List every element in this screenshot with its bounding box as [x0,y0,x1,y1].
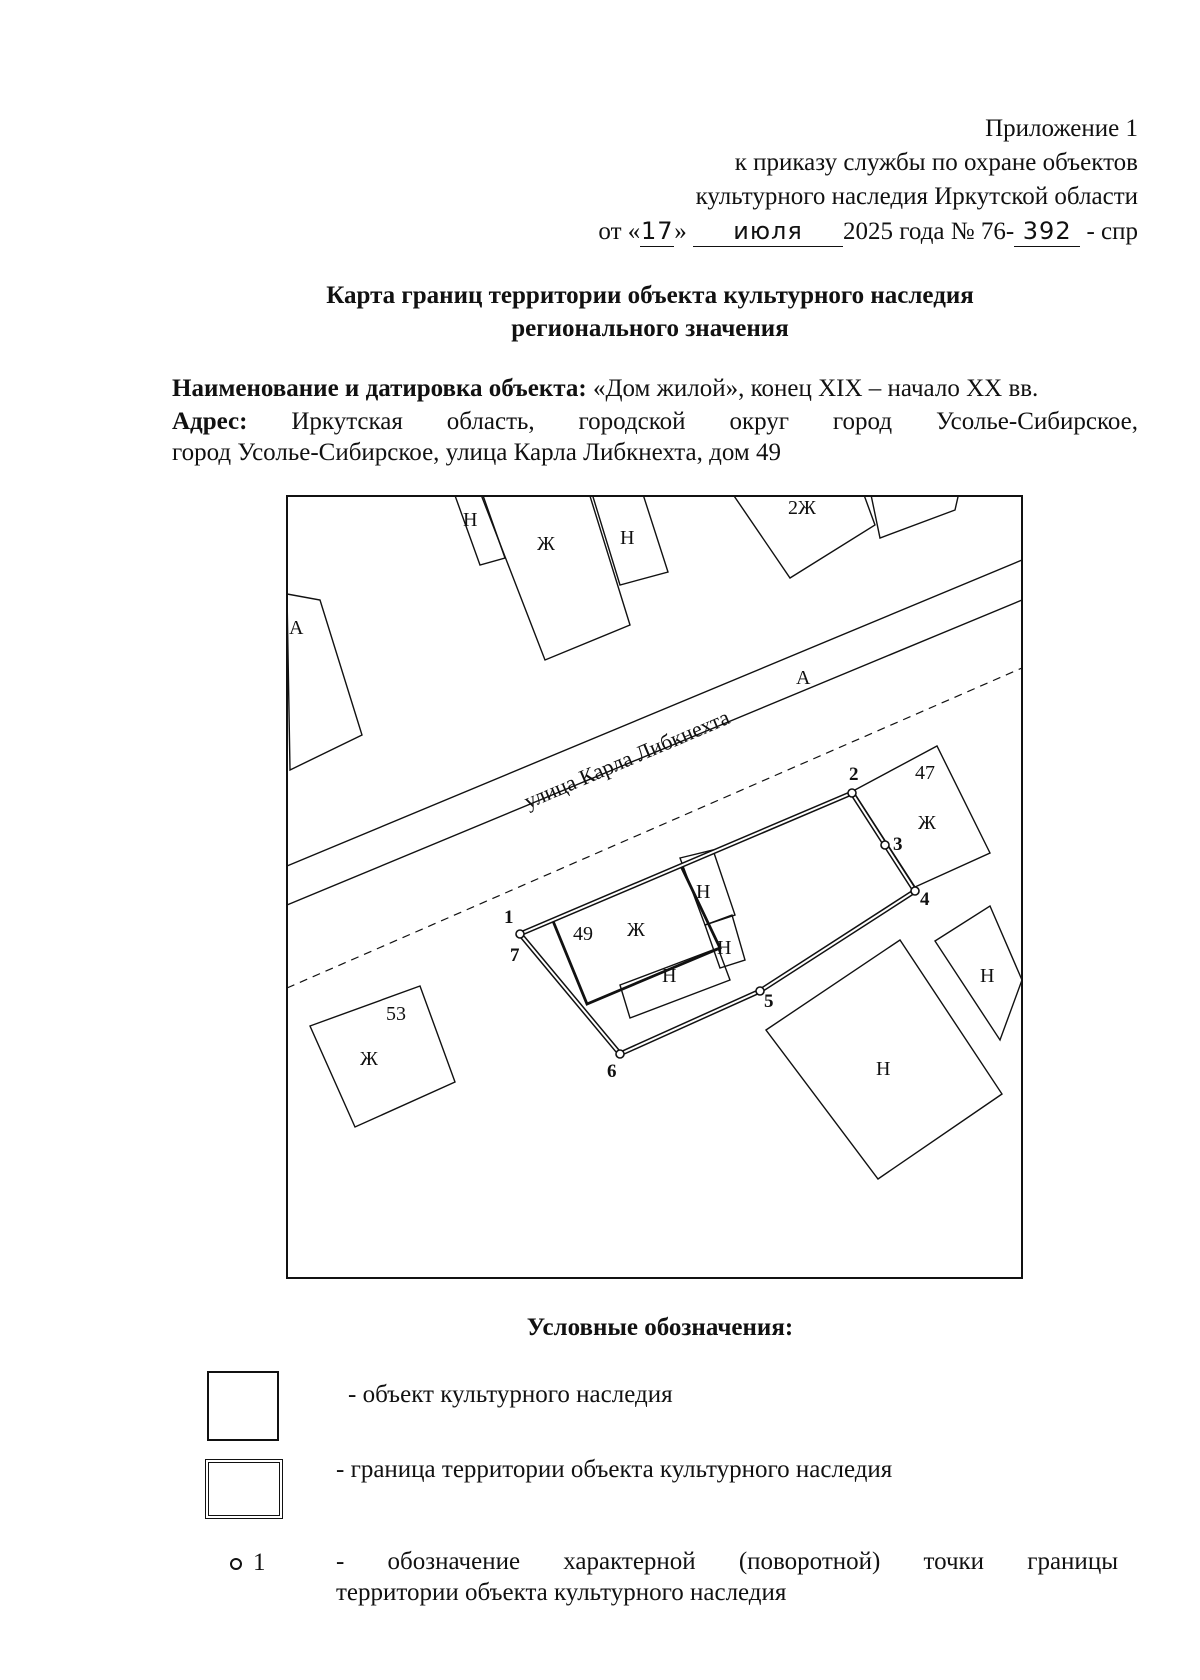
legend-title: Условные обозначения: [526,1314,794,1341]
building-zh-top [480,480,630,660]
street-label: улица Карла Либкнехта [520,704,734,814]
label-n-big: Н [876,1058,891,1080]
legend-item-object: - объект культурного наследия [348,1381,673,1408]
point-label-5: 5 [764,991,774,1012]
label-n-top-mid: Н [620,527,635,549]
legend-symbol-object [207,1371,279,1441]
boundary-point-3 [881,841,889,849]
date-mid: » [674,218,687,245]
boundary-point-4 [911,887,919,895]
handwritten-number: 392 [1014,216,1080,247]
point-label-7: 7 [510,945,520,966]
legend-symbol-point [230,1558,242,1570]
year-text: 2025 года № 76- [843,218,1015,245]
label-n-right: Н [980,965,995,987]
legend-item-boundary: - граница территории объекта культурного наследия [336,1456,893,1483]
label-zh-47: Ж [918,812,936,834]
legend-point-number: 1 [253,1549,266,1576]
address-line-1: Иркутская область, городской округ город Усолье-Сибирское, [291,408,1139,435]
building-53 [310,986,455,1127]
object-name-label: Наименование и датировка объекта: [172,375,587,402]
label-47: 47 [915,762,935,784]
label-zh-53: Ж [360,1048,378,1070]
label-49: 49 [573,923,593,945]
point-label-1: 1 [504,907,514,928]
label-2zh-top: 2Ж [788,497,816,519]
date-prefix: от « [598,218,641,245]
page-title-line-1: Карта границ территории объекта культурного наследия [326,282,974,309]
handwritten-month: июля [693,216,843,247]
building-n-top-left [453,487,505,565]
appendix-title: Приложение 1 [985,115,1138,142]
label-zh-49: Ж [627,919,645,941]
boundary-point-1-7 [516,930,524,938]
point-label-3: 3 [893,834,903,855]
boundary-point-2 [848,789,856,797]
label-a-left: А [289,617,304,639]
label-n-top-left: Н [463,509,478,531]
label-n-49-right: Н [717,937,732,959]
appendix-line-3: культурного наследия Иркутской области [695,183,1138,210]
point-label-2: 2 [849,764,859,785]
label-53: 53 [386,1003,406,1025]
legend-item-point-line-1: - обозначение характерной (поворотной) точки границы [336,1548,1118,1575]
object-name-value: «Дом жилой», конец XIX – начало XX вв. [592,375,1039,402]
page-title-line-2: регионального значения [511,315,789,342]
address-line-2: город Усолье-Сибирское, улица Карла Либкнехта, дом 49 [172,439,781,466]
red-line-dashed [287,668,1022,988]
boundary-point-5 [756,987,764,995]
legend-symbol-boundary [205,1459,283,1519]
legend-item-point-line-2: территории объекта культурного наследия [336,1579,787,1606]
label-n-49-top: Н [696,881,711,903]
point-label-4: 4 [920,889,930,910]
boundary-point-6 [616,1050,624,1058]
address-label: Адрес: [172,408,248,435]
handwritten-day: 17 [641,217,674,245]
appendix-line-2: к приказу службы по охране объектов [734,149,1138,176]
street-edge-upper [287,560,1022,866]
point-label-6: 6 [607,1061,617,1082]
order-suffix: - спр [1086,218,1138,245]
building-n-right [935,906,1022,1040]
label-n-49-bottom: Н [662,965,677,987]
label-zh-top: Ж [537,533,555,555]
label-a-street: А [796,667,811,689]
